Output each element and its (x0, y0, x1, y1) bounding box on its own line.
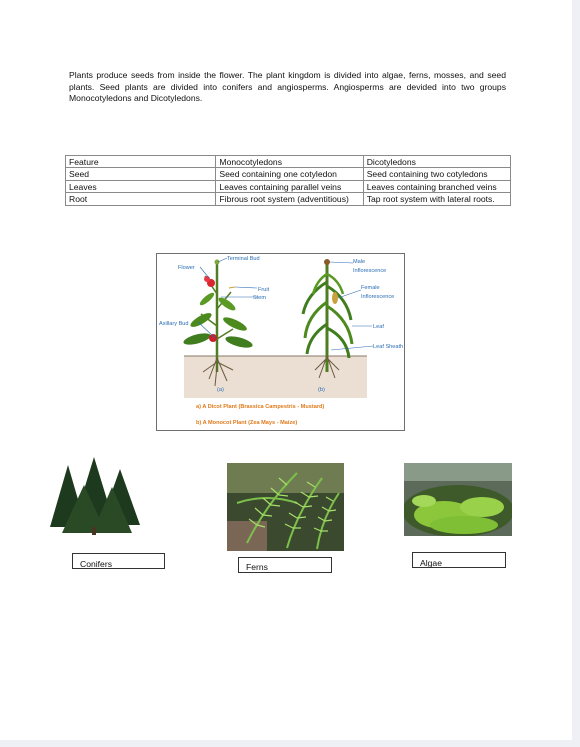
ferns-photo (227, 463, 344, 551)
algae-photo (404, 463, 512, 536)
table-cell: Root (66, 193, 216, 205)
label-male-inflorescence: Male (353, 259, 366, 265)
plant-diagram (156, 253, 405, 431)
label-terminal-bud: Terminal Bud (227, 256, 260, 262)
table-header-cell: Dicotyledons (363, 156, 510, 168)
table-cell: Leaves containing branched veins (363, 180, 510, 192)
table-header-cell: Feature (66, 156, 216, 168)
table-cell: Seed (66, 168, 216, 180)
comparison-table (65, 155, 511, 206)
intro-paragraph: Plants produce seeds from inside the flower. The plant kingdom is divided into algae, ferns, mosses, and seed plants. Seed plants are divided into conifers and angiosperms. Angiosperms are devided into two groups Monocotyledons and Dicotyledons. (69, 70, 506, 104)
table-header-cell: Monocotyledons (216, 156, 363, 168)
label-stem: Stem (253, 295, 267, 301)
label-fig-b: (b) (318, 387, 325, 393)
table-cell: Seed containing two cotyledons (363, 168, 510, 180)
label-axillary-bud: Axillary Bud (159, 321, 189, 327)
conifers-caption-box: Conifers (72, 553, 165, 569)
table-row (66, 180, 511, 192)
label-leaf-sheath: Leaf Sheath (373, 344, 404, 350)
label-flower: Flower (178, 265, 195, 271)
table-row (66, 193, 511, 205)
table-cell: Leaves containing parallel veins (216, 180, 363, 192)
table-row (66, 168, 511, 180)
caption-monocot: b) A Monocot Plant (Zea Mays - Maize) (196, 420, 298, 426)
table-cell: Tap root system with lateral roots. (363, 193, 510, 205)
label-fig-a: (a) (217, 387, 224, 393)
soil-layer (184, 356, 367, 398)
table-cell: Leaves (66, 180, 216, 192)
label-male-inflorescence-2: Inflorescence (353, 268, 387, 274)
table-header-row (66, 156, 511, 168)
table-cell: Seed containing one cotyledon (216, 168, 363, 180)
table-cell: Fibrous root system (adventitious) (216, 193, 363, 205)
ferns-caption-box: Ferns (238, 557, 332, 573)
label-fruit: Fruit (258, 287, 270, 293)
label-female-inflorescence-2: Inflorescence (361, 294, 395, 300)
algae-caption-box: Algae (412, 552, 506, 568)
label-female-inflorescence: Female (361, 285, 380, 291)
conifers-photo (36, 455, 154, 537)
caption-dicot: a) A Dicot Plant (Brassica Campestris - Mustard) (196, 404, 325, 410)
label-leaf: Leaf (373, 324, 384, 330)
